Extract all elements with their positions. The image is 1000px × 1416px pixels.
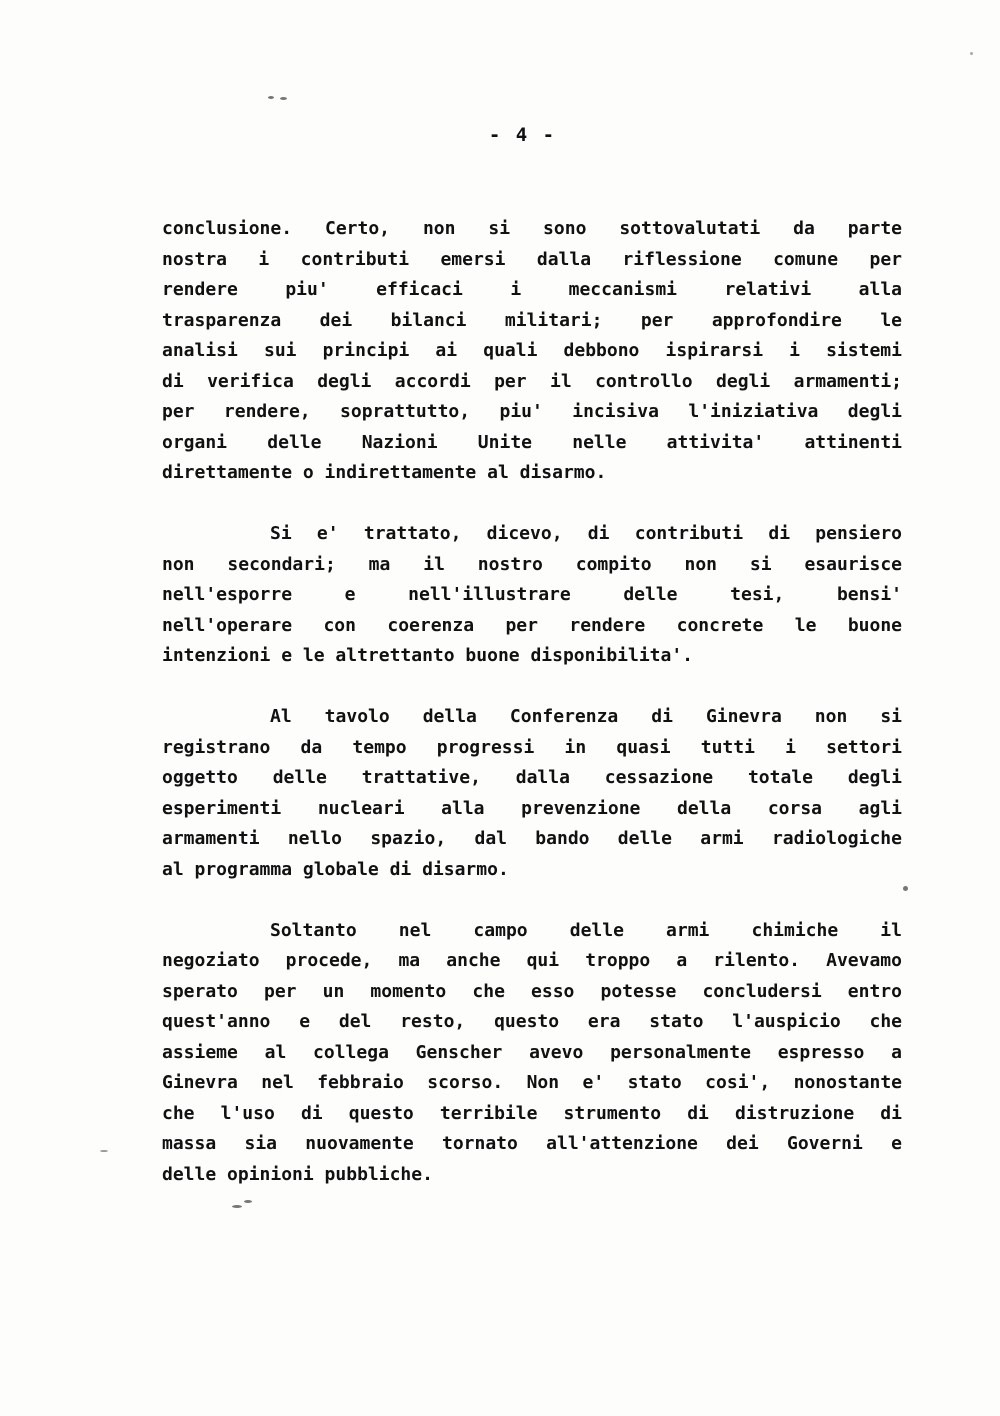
text-line: nell'operare con coerenza per rendere concrete le buone <box>162 614 902 636</box>
text-line: per rendere, soprattutto, piu' incisiva l'iniziativa degli <box>162 401 902 422</box>
scan-speck <box>244 1200 252 1203</box>
text-line: registrano da tempo progressi in quasi tutti i settori <box>162 736 902 758</box>
paragraph-4 <box>162 916 902 1191</box>
page-number: - 4 - <box>488 124 557 146</box>
text-line: Si e' trattato, dicevo, di contributi di pensiero <box>270 523 902 544</box>
text-line: conclusione. Certo, non si sono sottovalutati da parte <box>162 218 902 239</box>
text-line: assieme al collega Genscher avevo personalmente espresso a <box>162 1041 902 1063</box>
text-line: di verifica degli accordi per il controllo degli armamenti; <box>162 370 902 392</box>
scan-speck <box>100 1150 108 1152</box>
scan-speck <box>232 1205 242 1208</box>
text-line: negoziato procede, ma anche qui troppo a rilento. Avevamo <box>162 950 902 971</box>
text-line: sperato per un momento che esso potesse concludersi entro <box>162 980 902 1002</box>
paragraph-1 <box>162 214 902 489</box>
text-line: Ginevra nel febbraio scorso. Non e' stato cosi', nonostante <box>162 1072 902 1093</box>
text-line: Al tavolo della Conferenza di Ginevra non si <box>270 706 902 727</box>
text-line: che l'uso di questo terribile strumento di distruzione di <box>162 1102 902 1124</box>
text-line: al programma globale di disarmo. <box>162 858 509 880</box>
text-line: oggetto delle trattative, dalla cessazione totale degli <box>162 767 902 788</box>
text-line: quest'anno e del resto, questo era stato l'auspicio che <box>162 1011 902 1032</box>
text-line: nell'esporre e nell'illustrare delle tesi, bensi' <box>162 584 902 605</box>
text-line: intenzioni e le altrettanto buone disponibilita'. <box>162 645 694 666</box>
text-line: analisi sui principi ai quali debbono ispirarsi i sistemi <box>162 340 902 361</box>
text-line: nostra i contributi emersi dalla riflessione comune per <box>162 248 902 270</box>
text-line: organi delle Nazioni Unite nelle attivita' attinenti <box>162 431 902 453</box>
text-line: delle opinioni pubbliche. <box>162 1163 433 1185</box>
text-line: massa sia nuovamente tornato all'attenzione dei Governi e <box>162 1133 902 1154</box>
text-line: armamenti nello spazio, dal bando delle armi radiologiche <box>162 828 902 849</box>
text-line: rendere piu' efficaci i meccanismi relativi alla <box>162 279 902 300</box>
paragraph-3 <box>162 702 902 885</box>
scan-speck <box>280 97 287 100</box>
text-line: esperimenti nucleari alla prevenzione della corsa agli <box>162 797 902 819</box>
scan-speck <box>903 886 908 891</box>
text-line: direttamente o indirettamente al disarmo. <box>162 462 607 483</box>
body-text <box>162 214 902 1221</box>
text-line: Soltanto nel campo delle armi chimiche il <box>270 919 902 941</box>
text-line: non secondari; ma il nostro compito non si esaurisce <box>162 553 902 575</box>
paragraph-2 <box>162 519 902 672</box>
scan-speck <box>268 96 274 99</box>
scan-speck <box>970 52 973 55</box>
text-line: trasparenza dei bilanci militari; per approfondire le <box>162 309 902 331</box>
